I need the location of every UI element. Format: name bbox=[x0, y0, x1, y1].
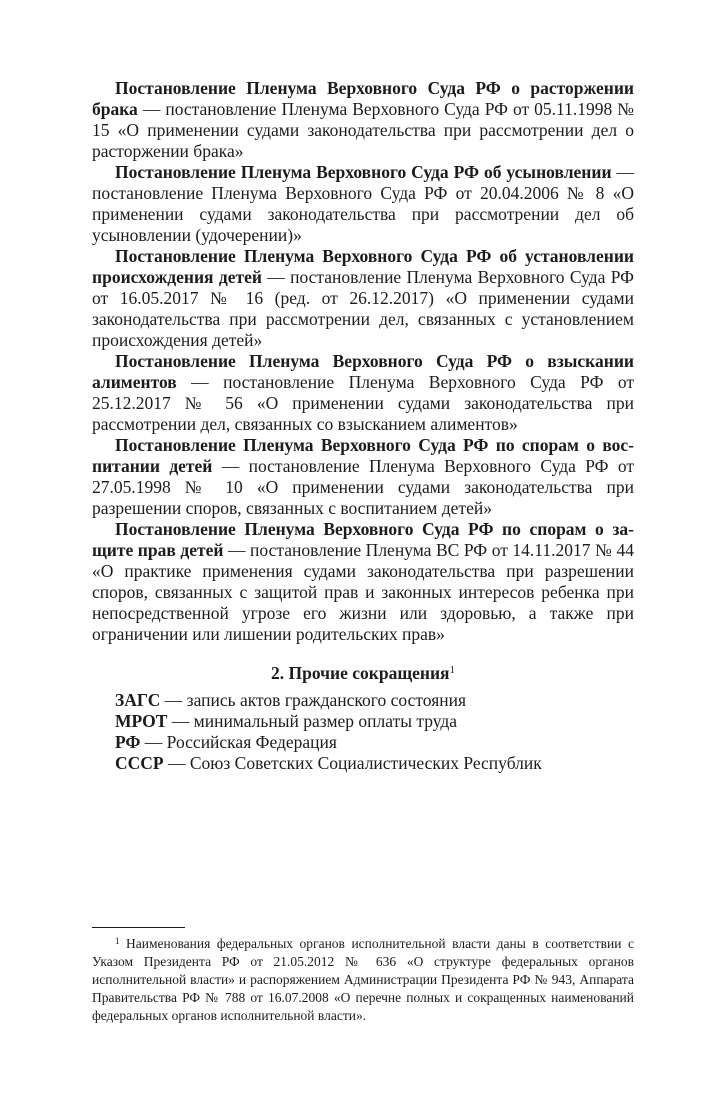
section-heading bbox=[92, 660, 634, 684]
entry-text: — постановление Пленума Верховного Суда РФ от 05.11.1998 № 15 «О применении судами законодательства при рассмотрении дел о расторжении брака» bbox=[92, 99, 634, 161]
entry-title: Постановление Пленума Верховного Суда РФ об усыновлении bbox=[115, 162, 612, 182]
entry-paragraph bbox=[92, 78, 634, 162]
abbreviation-definition: — запись актов гражданского состояния bbox=[160, 690, 467, 710]
abbreviation-item bbox=[92, 753, 634, 774]
abbreviation-definition: — Союз Советских Социалистических Республик bbox=[163, 753, 542, 773]
entry-title: Постановление Пленума Верховного Суда РФ по спорам о воспитании детей bbox=[92, 435, 634, 476]
abbreviation-definition: — Российская Федерация bbox=[140, 732, 337, 752]
footnote-mark: 1 bbox=[115, 936, 120, 946]
entry-title: Постановление Пленума Верховного Суда РФ по спорам о защите прав детей bbox=[92, 519, 634, 560]
entry-paragraph bbox=[92, 246, 634, 351]
entry-title: Постановление Пленума Верховного Суда РФ об установлении происхождения детей bbox=[92, 246, 634, 287]
entry-paragraph bbox=[92, 435, 634, 519]
entry-title: Постановление Пленума Верховного Суда РФ о взыскании алиментов bbox=[92, 351, 634, 392]
section-heading-text: 2. Прочие сокращения bbox=[271, 663, 450, 683]
footnote-divider bbox=[92, 927, 185, 928]
entry-paragraph bbox=[92, 519, 634, 645]
abbreviation-definition: — минимальный размер оплаты труда bbox=[167, 711, 458, 731]
footnote bbox=[92, 932, 634, 1025]
footnote-text: Наименования федеральных органов исполнительной власти даны в соответствии с Указом Президента РФ от 21.05.2012 № 636 «О структуре федеральных органов исполнительной власти» и распоряжением Администрации Президента РФ № 943, Аппарата Правительства РФ № 788 от 16.07.2008 «О перечне полных и сокращенных наименований федеральных органов исполнительной власти». bbox=[92, 936, 634, 1023]
abbreviation-item bbox=[92, 732, 634, 753]
abbreviation-term: МРОТ bbox=[115, 711, 168, 731]
abbreviation-item bbox=[92, 711, 634, 732]
abbreviation-term: РФ bbox=[115, 732, 141, 752]
footnote-reference[interactable]: 1 bbox=[449, 664, 455, 676]
entry-paragraph bbox=[92, 351, 634, 435]
abbreviation-term: СССР bbox=[115, 753, 164, 773]
main-text bbox=[92, 78, 634, 774]
entry-text: — постановление Пленума ВС РФ от 14.11.2017 № 44 «О практике применения судами законодательства при разрешении споров, связанных с защитой прав и законных интересов ребенка при непосредственной угрозе его жизни или здоровью, а также при ограничении или лишении родительских прав» bbox=[92, 540, 634, 644]
entry-title: Постановление Пленума Верховного Суда РФ о расторжении брака bbox=[92, 78, 634, 119]
abbreviation-item bbox=[92, 690, 634, 711]
entry-paragraph bbox=[92, 162, 634, 246]
entry-text: — постановление Пленума Верховного Суда РФ от 20.04.2006 № 8 «О применении судами законодательства при рассмотрении дел об усыновлении (удочерении)» bbox=[92, 162, 634, 245]
entry-text: — постановление Пленума Верховного Суда РФ от 16.05.2017 № 16 (ред. от 26.12.2017) «О применении судами законодательства при рассмотрении дел, связанных с установлением происхождения детей» bbox=[92, 267, 635, 350]
entry-text: — постановление Пленума Верховного Суда РФ от 25.12.2017 № 56 «О применении судами законодательства при рассмотрении дел, связанных со взысканием алиментов» bbox=[92, 372, 634, 434]
abbreviation-term: ЗАГС bbox=[115, 690, 161, 710]
entry-text: — постановление Пленума Верховного Суда РФ от 27.05.1998 № 10 «О применении судами законодательства при разрешении споров, связанных с воспитанием детей» bbox=[92, 456, 634, 518]
